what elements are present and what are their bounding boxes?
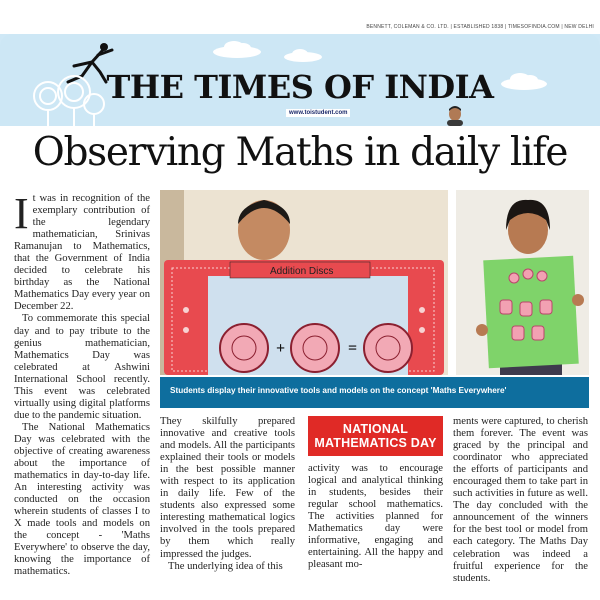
model-banner-text: Addition Discs [270,266,334,277]
paragraph: t was in recognition of the exemplary contribution of the legendary mathematician, Srinivas Ramanujan to Mathematics, that the Government of India decided to celebrate his birthday as the National Mathematics Day every year on December 22. [14,193,150,313]
photo-student-addition-discs [160,190,448,375]
svg-text:=: = [348,340,358,357]
svg-text:+: + [276,340,286,357]
national-mathematics-day-badge [308,416,443,456]
masthead-title: THE TIMES OF INDIA [106,68,494,106]
photo-student-green-board [456,190,589,375]
tree-icon [20,66,110,126]
paragraph: They skilfully prepared innovative and creative tools and models. All the participants explained their tools or models in the best possible manner with respect to its application in daily life. Few of the students also expressed some interesting mathematical logics involved in the tools prepared by them which really impressed the judges. [160,416,295,560]
cloud-icon [500,72,548,90]
article-column-3 [308,463,443,571]
cloud-icon [212,40,262,58]
addition-discs-model-image [160,190,448,375]
badge-line-1: NATIONAL [342,422,409,436]
badge-line-2: MATHEMATICS DAY [314,436,437,450]
article-headline: Observing Maths in daily life [32,130,568,175]
masthead [0,0,600,126]
paragraph: The underlying idea of this [168,560,283,572]
paragraph: To commemorate this special day and to pay tribute to the genius mathematician, Mathematics Day was celebrated at Ashwini International School recently. This event was celebrated virtually using digital platforms due to the pandemic situation. [14,313,150,421]
cloud-icon [283,48,323,62]
article-column-1 [14,189,150,579]
person-photo-icon [445,105,465,126]
article-column-4 [453,416,588,585]
paragraph: ments were captured, to cherish them forever. The event was graced by the principal and coordinator who appreciated the efforts of participants and encouraged them to take part in such activities in future as well. The day concluded with the announcement of the winners for the best tool or model from each category. The Maths Day celebration was indeed a fruitful experience for the students. [453,416,588,584]
masthead-topline: BENNETT, COLEMAN & CO. LTD. | ESTABLISHED 1838 | TIMESOFINDIA.COM | NEW DELHI [366,24,594,30]
article-column-2 [160,416,295,573]
green-board-model-image [456,190,589,375]
photo-caption: Students display their innovative tools and models on the concept 'Maths Everywhere' [160,377,589,408]
masthead-url[interactable]: www.toistudent.com [286,109,350,117]
paragraph: The National Mathematics Day was celebrated with the objective of creating awareness about the importance of mathematics in day-to-day life. An interesting activity was conducted on the occasion wherein students of classes I to X made tools and models on the concept - 'Maths Everywhere' to observe the day, knowing the importance of mathematics. [14,421,150,578]
drop-cap: I [14,189,29,238]
paragraph: activity was to encourage logical and analytical thinking in students, besides their regular school mathematics. The activities planned for Mathematics day were informative, engaging and entertaining. All the happy and pleasant mo- [308,463,443,571]
